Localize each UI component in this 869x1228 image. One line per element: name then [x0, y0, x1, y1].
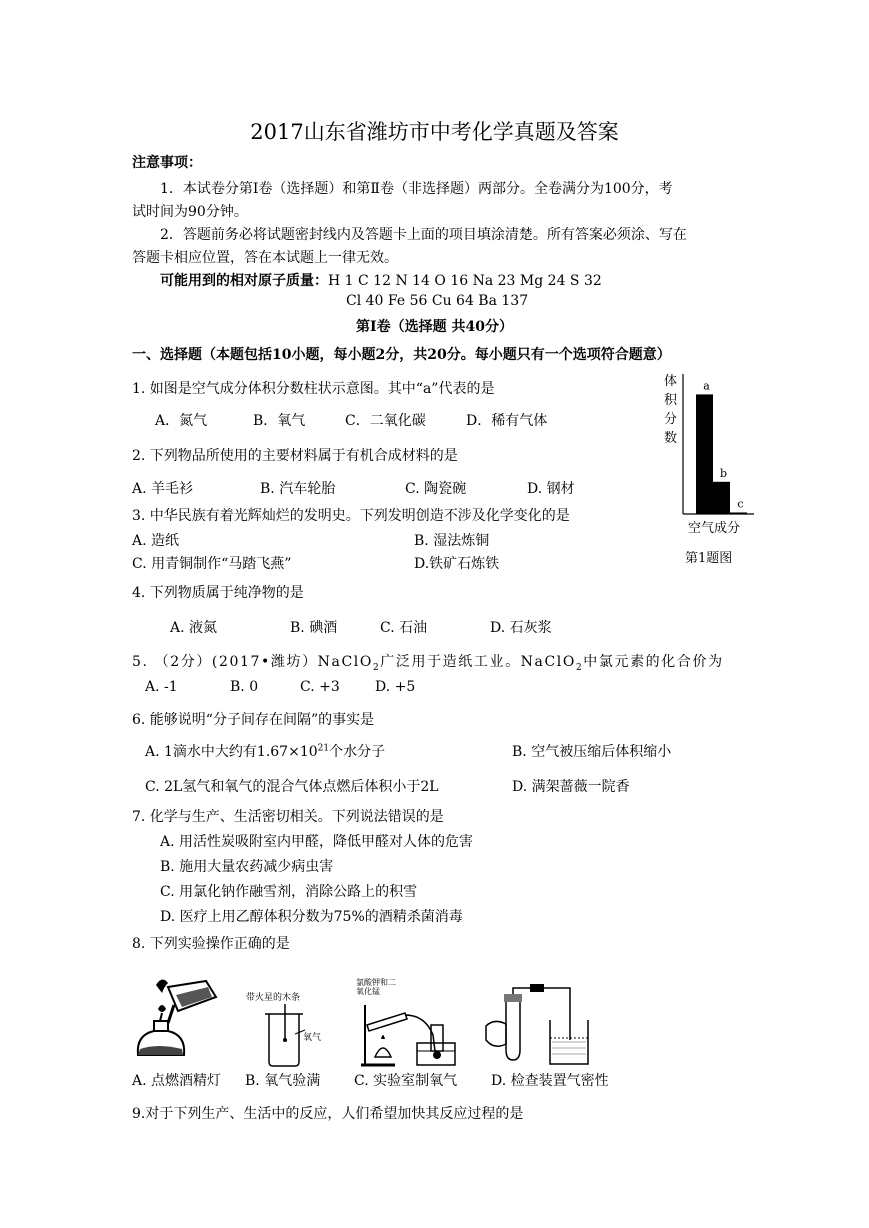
- q1-option-a: A．氮气: [155, 413, 208, 429]
- q6-option-a-sup: 21: [317, 743, 330, 754]
- figure1-xlabel: 空气成分: [688, 521, 741, 536]
- notice-item1-line1: 1．本试卷分第Ⅰ卷（选择题）和第Ⅱ卷（非选择题）两部分。全卷满分为100分，考: [160, 181, 673, 197]
- q1-option-d: D．稀有气体: [466, 413, 548, 429]
- q5-stem: [132, 651, 724, 673]
- figure1-ylabel-char: 数: [664, 431, 678, 446]
- notice-heading: 注意事项：: [132, 155, 202, 171]
- atomic-mass-line1: [160, 270, 602, 290]
- figure1-ylabel-char: 积: [664, 393, 678, 408]
- q1-option-c: C．二氧化碳: [345, 413, 426, 429]
- q2-option-c: C. 陶瓷碗: [405, 481, 467, 497]
- q1-stem: 1. 如图是空气成分体积分数柱状示意图。其中“a”代表的是: [132, 381, 495, 397]
- q1-option-b: B．氧气: [253, 413, 306, 429]
- atomic-mass-values1: H 1 C 12 N 14 O 16 Na 23 Mg 24 S 32: [328, 273, 602, 289]
- q7-option-a: A. 用活性炭吸附室内甲醛，降低甲醛对人体的危害: [160, 834, 474, 850]
- q6-option-d: D. 满架蔷薇一院香: [512, 779, 630, 795]
- q5-subscript1: 2: [372, 662, 381, 673]
- q8-option-a: A. 点燃酒精灯: [132, 1073, 222, 1089]
- notice-item1-line2: 试时间为90分钟。: [132, 204, 248, 220]
- q8-option-d: D. 检查装置气密性: [491, 1073, 609, 1089]
- q6-option-b: B. 空气被压缩后体积缩小: [512, 744, 672, 760]
- q5-option-b: B. 0: [230, 679, 259, 695]
- q5-option-d: D. +5: [375, 679, 416, 695]
- q4-option-b: B. 碘酒: [290, 620, 338, 636]
- q8-figure-d-airtightness-check: [480, 980, 595, 1072]
- q6-option-a: [145, 741, 385, 761]
- q4-stem: 4. 下列物质属于纯净物的是: [132, 585, 304, 601]
- q5-stem-part3: 中氯元素的化合价为: [583, 654, 724, 670]
- atomic-mass-label: 可能用到的相对原子质量：: [160, 273, 328, 289]
- q5-stem-part2: 广泛用于造纸工业。NaClO: [380, 654, 576, 670]
- q7-stem: 7. 化学与生产、生活密切相关。下列说法错误的是: [132, 809, 444, 825]
- q5-stem-part1: 5. （2分）(2017•潍坊）NaClO: [132, 654, 373, 670]
- q4-option-a: A. 液氮: [170, 620, 218, 636]
- q6-stem: 6. 能够说明“分子间存在间隔”的事实是: [132, 712, 375, 728]
- q8-figure-b-gas-jar: [255, 1000, 325, 1070]
- q7-option-b: B. 施用大量农药减少病虫害: [160, 859, 334, 875]
- q8-stem: 8. 下列实验操作正确的是: [132, 936, 290, 952]
- q7-option-d: D. 医疗上用乙醇体积分数为75%的酒精杀菌消毒: [160, 909, 463, 925]
- figure1-bar-chart: [676, 372, 756, 517]
- q8-figure-c-oxygen-apparatus: [355, 995, 460, 1070]
- atomic-mass-values2: Cl 40 Fe 56 Cu 64 Ba 137: [346, 293, 529, 309]
- q5-subscript2: 2: [575, 662, 584, 673]
- q2-stem: 2. 下列物品所使用的主要材料属于有机合成材料的是: [132, 448, 458, 464]
- figure1-bar-label-a: a: [703, 379, 710, 393]
- q6-option-a-part2: 个水分子: [329, 744, 386, 760]
- q8-option-b: B. 氧气验满: [245, 1073, 321, 1089]
- q4-option-c: C. 石油: [380, 620, 428, 636]
- document-title: 2017山东省潍坊市中考化学真题及答案: [250, 120, 619, 144]
- figure1-ylabel-char: 体: [664, 374, 678, 389]
- figure1-caption: 第1题图: [685, 551, 733, 566]
- figure1-bar-a: [696, 394, 713, 514]
- q8-option-c: C. 实验室制氧气: [354, 1073, 458, 1089]
- q3-option-c: C. 用青铜制作“马踏飞燕”: [132, 556, 292, 572]
- part1-heading: 一、选择题（本题包括10小题，每小题2分，共20分。每小题只有一个选项符合题意）: [132, 347, 671, 363]
- q8-c-reagent-label: 氯酸钾和二氧化锰: [356, 978, 396, 996]
- q7-option-c: C. 用氯化钠作融雪剂，消除公路上的积雪: [160, 884, 418, 900]
- q3-option-a: A. 造纸: [132, 533, 180, 549]
- q3-stem: 3. 中华民族有着光辉灿烂的发明史。下列发明创造不涉及化学变化的是: [132, 508, 570, 524]
- notice-item2-line2: 答题卡相应位置，答在本试题上一律无效。: [132, 250, 398, 266]
- q8-b-splint-label: 带火星的木条: [246, 993, 301, 1003]
- figure1-ylabel-char: 分: [664, 412, 678, 427]
- q3-option-b: B. 湿法炼铜: [414, 533, 490, 549]
- section-heading: 第Ⅰ卷（选择题 共40分）: [356, 319, 513, 335]
- q6-option-c: C. 2L氢气和氧气的混合气体点燃后体积小于2L: [145, 779, 439, 795]
- figure1-bar-label-c: c: [737, 497, 744, 511]
- q5-option-a: A. -1: [145, 679, 178, 695]
- q2-option-d: D. 钢材: [527, 481, 575, 497]
- figure1-bar-c: [730, 512, 747, 514]
- q8-b-gas-label: 氧气: [303, 1033, 322, 1043]
- q2-option-b: B. 汽车轮胎: [260, 481, 336, 497]
- notice-item2-line1: 2．答题前务必将试题密封线内及答题卡上面的项目填涂清楚。所有答案必须涂、写在: [160, 227, 687, 243]
- q5-option-c: C. +3: [300, 679, 340, 695]
- q4-option-d: D. 石灰浆: [490, 620, 552, 636]
- q9-stem: 9.对于下列生产、生活中的反应，人们希望加快其反应过程的是: [132, 1106, 524, 1122]
- q6-option-a-part1: A. 1滴水中大约有1.67×10: [145, 744, 318, 760]
- q8-figure-a-alcohol-lamps: [128, 975, 228, 1070]
- figure1-bar-b: [713, 482, 730, 514]
- figure1-bar-label-b: b: [719, 466, 728, 480]
- q2-option-a: A. 羊毛衫: [132, 481, 194, 497]
- q3-option-d: D.铁矿石炼铁: [414, 556, 500, 572]
